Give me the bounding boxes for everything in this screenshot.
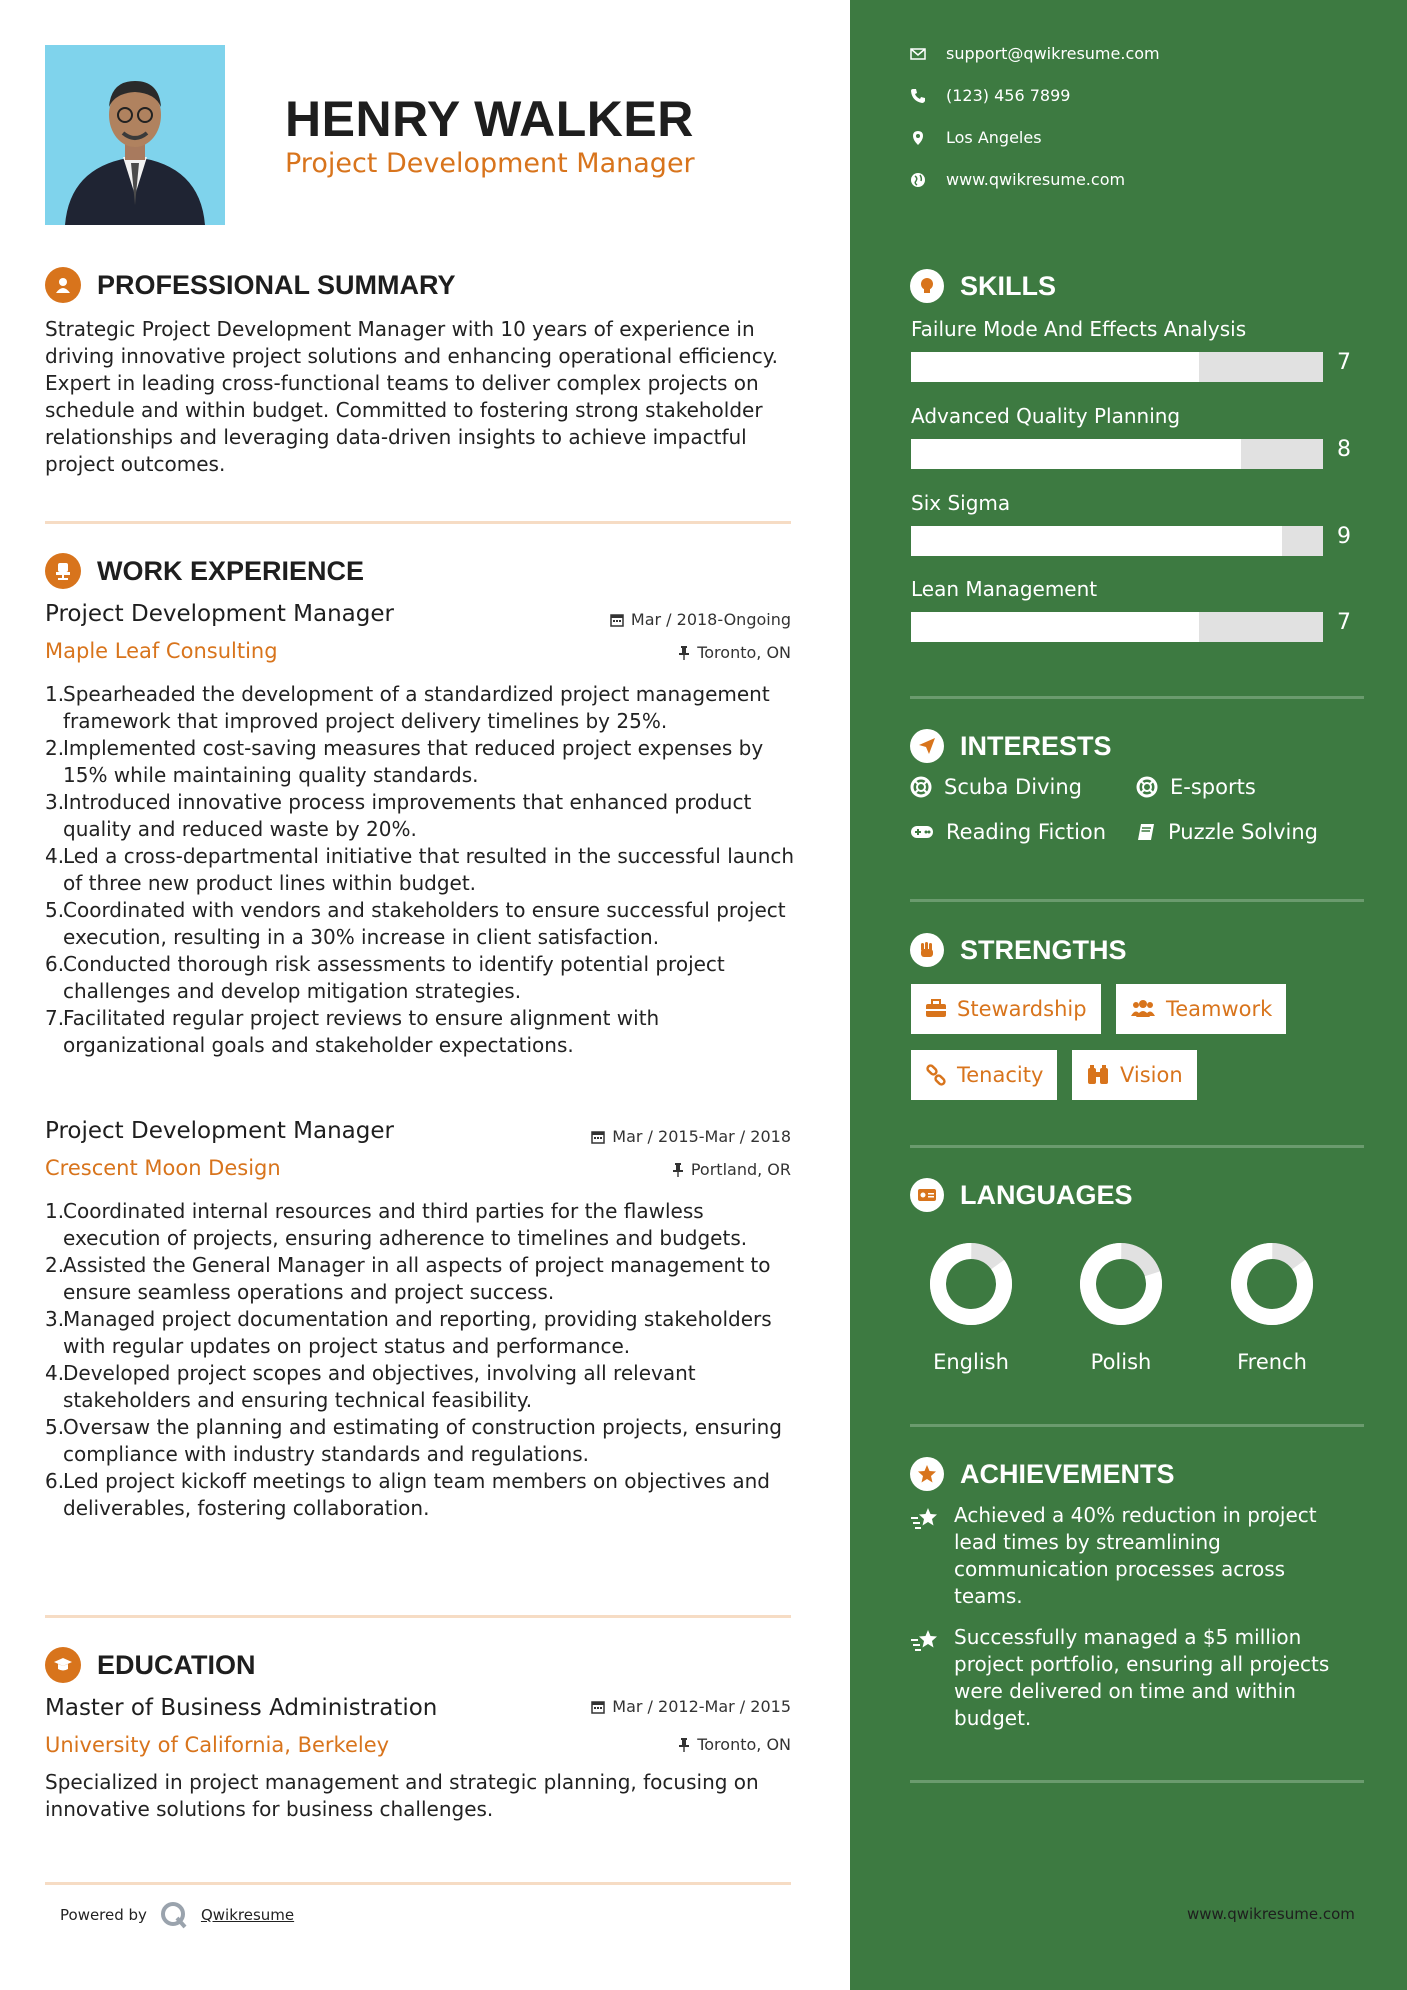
list-item: 5. Oversaw the planning and estimating of construction projects, ensuring compliance with industry standards and regulations. <box>45 1415 782 1466</box>
pin-icon <box>678 646 690 660</box>
skill-name: Advanced Quality Planning <box>911 404 1181 428</box>
calendar-icon <box>591 1700 605 1714</box>
job-bullets <box>45 1198 805 1522</box>
users-icon <box>1130 999 1156 1019</box>
list-item: 3. Introduced innovative process improvements that enhanced product quality and reduced waste by 20%. <box>45 790 752 841</box>
list-item: 2. Assisted the General Manager in all aspects of project management to ensure seamless operations and project success. <box>45 1253 771 1304</box>
envelope-icon <box>910 46 926 62</box>
skill-value: 9 <box>1337 524 1351 549</box>
briefcase-icon <box>925 999 947 1019</box>
skill-bar-fill <box>911 439 1241 469</box>
job-location: Toronto, ON <box>491 643 791 662</box>
strength-chip: Tenacity <box>911 1050 1057 1100</box>
company-name: Crescent Moon Design <box>45 1156 281 1180</box>
graduation-icon <box>45 1647 81 1683</box>
list-item: 1. Spearheaded the development of a standardized project management framework that improved project delivery timelines by 25%. <box>45 682 770 733</box>
link-icon <box>925 1064 947 1086</box>
achievement-item: Successfully managed a $5 million project portfolio, ensuring all projects were delivered on time and within budget. <box>910 1624 1350 1732</box>
summary-heading: PROFESSIONAL SUMMARY <box>45 267 456 303</box>
education-location: Toronto, ON <box>491 1735 791 1754</box>
company-name: Maple Leaf Consulting <box>45 639 278 663</box>
divider <box>45 1882 791 1885</box>
language-donut <box>927 1240 1015 1328</box>
lifebuoy-icon <box>1136 776 1158 798</box>
work-heading: WORK EXPERIENCE <box>45 553 364 589</box>
donut-fill <box>927 1240 1015 1328</box>
job-bullets <box>45 681 805 1059</box>
skill-bar <box>911 526 1323 556</box>
divider <box>45 1615 791 1618</box>
chair-icon <box>45 553 81 589</box>
interest-item: E-sports <box>1136 775 1256 799</box>
shooting-star-icon <box>910 1628 940 1654</box>
job-title: Project Development Manager <box>45 601 394 627</box>
id-card-icon <box>910 1178 944 1212</box>
list-item: 6. Led project kickoff meetings to align team members on objectives and deliverables, fostering collaboration. <box>45 1469 770 1520</box>
language-donut <box>1077 1240 1165 1328</box>
job-title: Project Development Manager <box>45 1118 394 1144</box>
skill-name: Failure Mode And Effects Analysis <box>911 317 1247 341</box>
list-item: 3. Managed project documentation and reporting, providing stakeholders with regular updates on project status and performance. <box>45 1307 772 1358</box>
contact-email: support@qwikresume.com <box>910 44 1160 63</box>
achievements-heading: ACHIEVEMENTS <box>910 1457 1175 1491</box>
donut-fill <box>1228 1240 1316 1328</box>
language-item: Polish <box>1071 1240 1171 1374</box>
list-item: 1. Coordinated internal resources and third parties for the flawless execution of projects, ensuring adherence to timelines and budgets. <box>45 1199 748 1250</box>
skill-value: 7 <box>1337 350 1351 375</box>
list-item: 2. Implemented cost-saving measures that reduced project expenses by 15% while maintaining quality standards. <box>45 736 764 787</box>
binoculars-icon <box>1086 1064 1110 1086</box>
book-icon <box>1136 822 1156 842</box>
list-item: 5. Coordinated with vendors and stakeholders to ensure successful project execution, resulting in a 30% increase in client satisfaction. <box>45 898 786 949</box>
divider <box>910 1424 1364 1427</box>
summary-text: Strategic Project Development Manager with 10 years of experience in driving innovative project solutions and enhancing operational efficiency. Expert in leading cross-functional teams to deliver complex projects on schedule and within budget. Committed to fostering strong stakeholder relationships and leveraging data-driven insights to achieve impactful project outcomes. <box>45 317 779 476</box>
star-badge-icon <box>910 1457 944 1491</box>
profile-photo <box>45 45 225 225</box>
gamepad-icon <box>910 824 934 840</box>
list-item: 7. Facilitated regular project reviews to ensure alignment with organizational goals and stakeholder expectations. <box>45 1006 660 1057</box>
calendar-icon <box>610 613 624 627</box>
strengths-heading: STRENGTHS <box>910 933 1127 967</box>
globe-icon <box>910 172 926 188</box>
lightbulb-icon <box>910 269 944 303</box>
lifebuoy-icon <box>910 776 932 798</box>
skill-bar <box>911 352 1323 382</box>
language-donut <box>1228 1240 1316 1328</box>
shooting-star-icon <box>910 1506 940 1532</box>
footer-powered: Powered by Qwikresume <box>60 1900 294 1930</box>
skill-bar <box>911 612 1323 642</box>
interest-item: Reading Fiction <box>910 820 1106 844</box>
language-item: French <box>1222 1240 1322 1374</box>
fist-icon <box>910 933 944 967</box>
skill-name: Six Sigma <box>911 491 1011 515</box>
skills-heading: SKILLS <box>910 269 1056 303</box>
contact-website: www.qwikresume.com <box>910 170 1125 189</box>
user-icon <box>45 267 81 303</box>
contact-location: Los Angeles <box>910 128 1042 147</box>
contact-phone: (123) 456 7899 <box>910 86 1070 105</box>
donut-fill <box>1079 1242 1162 1325</box>
language-item: English <box>921 1240 1021 1374</box>
person-name: HENRY WALKER <box>285 91 694 147</box>
pin-icon <box>672 1163 684 1177</box>
strength-chip: Vision <box>1072 1050 1197 1100</box>
job-location: Portland, OR <box>491 1160 791 1179</box>
skill-bar-fill <box>911 612 1199 642</box>
qwikresume-link[interactable]: Qwikresume <box>200 1906 295 1924</box>
divider <box>910 899 1364 902</box>
strength-chip: Stewardship <box>911 984 1101 1034</box>
list-item: 4. Led a cross-departmental initiative that resulted in the successful launch of three new product lines within budget. <box>45 844 795 895</box>
calendar-icon <box>591 1130 605 1144</box>
divider <box>910 1780 1364 1783</box>
divider <box>910 1145 1364 1148</box>
map-marker-icon <box>910 130 926 146</box>
interests-heading: INTERESTS <box>910 729 1112 763</box>
skill-bar-fill <box>911 352 1199 382</box>
achievement-item: Achieved a 40% reduction in project lead times by streamlining communication processes across teams. <box>910 1502 1350 1610</box>
skill-value: 8 <box>1337 437 1351 462</box>
skill-bar <box>911 439 1323 469</box>
person-title: Project Development Manager <box>285 148 695 179</box>
qwikresume-logo-icon <box>159 1900 189 1930</box>
list-item: 6. Conducted thorough risk assessments to identify potential project challenges and develop mitigation strategies. <box>45 952 725 1003</box>
skill-name: Lean Management <box>911 577 1098 601</box>
interest-item: Scuba Diving <box>910 775 1082 799</box>
skill-value: 7 <box>1337 610 1351 635</box>
phone-icon <box>910 88 926 104</box>
paper-plane-icon <box>910 729 944 763</box>
strength-chip: Teamwork <box>1116 984 1286 1034</box>
school-name: University of California, Berkeley <box>45 1733 390 1757</box>
job-date: Mar / 2018-Ongoing <box>491 610 791 629</box>
divider <box>45 521 791 524</box>
skill-bar-fill <box>911 526 1282 556</box>
job-date: Mar / 2015-Mar / 2018 <box>491 1127 791 1146</box>
divider <box>910 696 1364 699</box>
footer-website[interactable]: www.qwikresume.com <box>1187 1905 1355 1923</box>
list-item: 4. Developed project scopes and objectives, involving all relevant stakeholders and ensuring technical feasibility. <box>45 1361 696 1412</box>
education-date: Mar / 2012-Mar / 2015 <box>491 1697 791 1716</box>
interest-item: Puzzle Solving <box>1136 820 1318 844</box>
languages-heading: LANGUAGES <box>910 1178 1133 1212</box>
education-text: Specialized in project management and strategic planning, focusing on innovative solutions for business challenges. <box>45 1770 759 1821</box>
pin-icon <box>678 1738 690 1752</box>
education-heading: EDUCATION <box>45 1647 256 1683</box>
degree-title: Master of Business Administration <box>45 1695 438 1721</box>
